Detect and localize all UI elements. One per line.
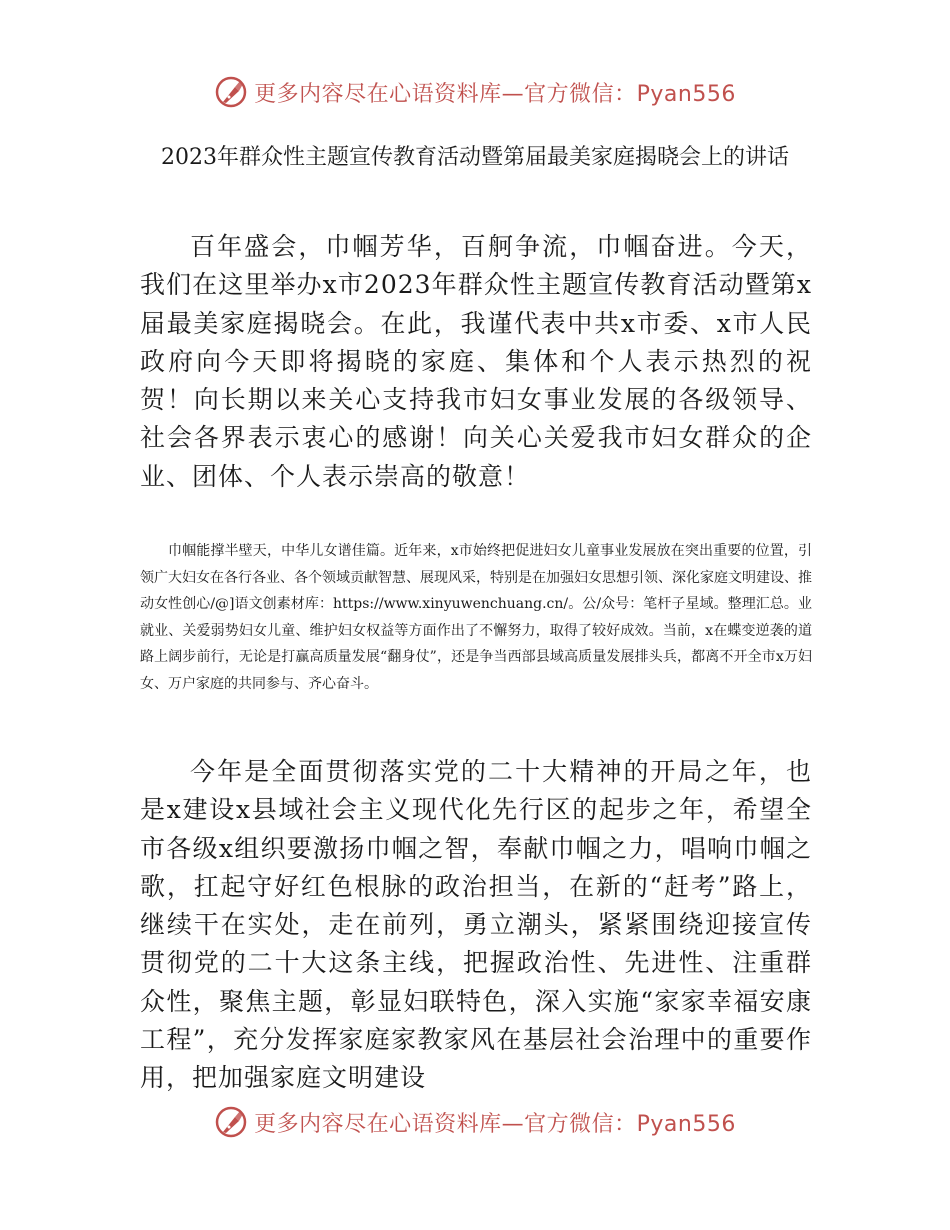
body-paragraph-1: 百年盛会，巾帼芳华，百舸争流，巾帼奋进。今天，我们在这里举办x市2023年群众性主题宣传教育活动暨第x届最美家庭揭晓会。在此，我谨代表中共x市委、x市人民政府向今天即将揭晓的家庭、集体和个人表示热烈的祝贺！向长期以来关心支持我市妇女事业发展的各级领导、社会各界表示衷心的感谢！向关心关爱我市妇女群众的企业、团体、个人表示崇高的敬意！ [140,232,812,491]
body-paragraph-3: 今年是全面贯彻落实党的二十大精神的开局之年，也是x建设x县域社会主义现代化先行区的起步之年，希望全市各级x组织要激扬巾帼之智，奉献巾帼之力，唱响巾帼之歌，扛起守好红色根脉的政治担当，在新的“赶考”路上，继续干在实处，走在前列，勇立潮头，紧紧围绕迎接宣传贯彻党的二十大这条主线，把握政治性、先进性、注重群众性，聚焦主题，彰显妇联特色，深入实施“家家幸福安康工程”，充分发挥家庭家教家风在基层社会治理中的重要作用，把加强家庭文明建设 [140,757,812,1093]
document-title: 2023年群众性主题宣传教育活动暨第届最美家庭揭晓会上的讲话 [161,145,789,170]
body-paragraph-2: 巾帼能撑半壁天，中华儿女谱佳篇。近年来，x市始终把促进妇女儿童事业发展放在突出重要的位置，引领广大妇女在各行各业、各个领域贡献智慧、展现风采，特别是在加强妇女思想引领、深化家庭文明建设、推动女性创心/@]语文创素材库：https://www.xinyuwenchuang.cn/。公/众号：笔杆子星域。整理汇总。业就业、关爱弱势妇女儿童、维护妇女权益等方面作出了不懈努力，取得了较好成效。当前，x在蝶变逆袭的道路上阔步前行，无论是打赢高质量发展“翻身仗”，还是争当西部县域高质量发展排头兵，都离不开全市x万妇女、万户家庭的共同参与、齐心奋斗。 [140,543,812,692]
pen-nib-icon [214,1105,248,1139]
footer-watermark-banner [0,1100,950,1144]
watermark-text: 更多内容尽在心语资料库—官方微信：Pyan556 [254,1111,736,1137]
watermark-text: 更多内容尽在心语资料库—官方微信：Pyan556 [254,81,736,107]
header-watermark-banner [0,70,950,114]
pen-nib-icon [214,75,248,109]
